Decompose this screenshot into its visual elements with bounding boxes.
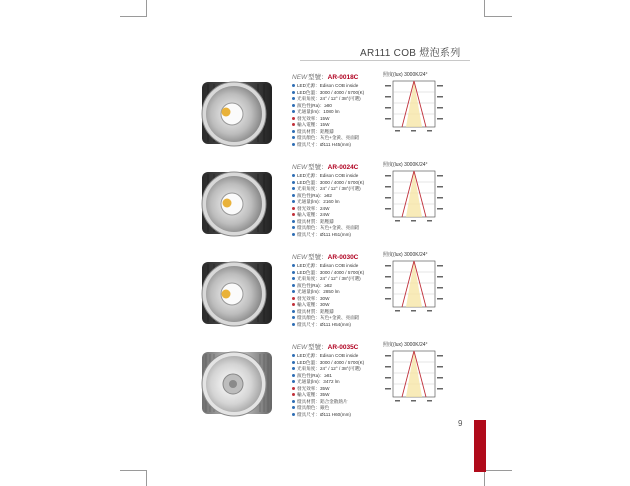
page-number: 9 (458, 419, 463, 428)
model-code: AR-0030C (327, 254, 359, 261)
spec-item: 輸入電壓：35W (292, 392, 384, 399)
spec-item: LED光源：Edison COB inside (292, 83, 384, 90)
beam-distribution-chart (383, 252, 445, 316)
spec-item: 光束角度：24° / 12° / 38°(可選) (292, 96, 384, 103)
spec-item: 光束角度：24° / 12° / 38°(可選) (292, 276, 384, 283)
spec-list (292, 353, 384, 418)
spec-item: 燈具材質：鋁壓鑄 (292, 219, 384, 226)
new-badge: NEW (292, 344, 308, 351)
product-block (0, 72, 630, 162)
spec-item: 光通量(lm)：2850 lm (292, 289, 384, 296)
spec-item: 光通量(lm)：3472 lm (292, 379, 384, 386)
spec-item: 演色性(Ra)：≥82 (292, 283, 384, 290)
spec-item: LED色溫：3000 / 4000 / 5700(K) (292, 180, 384, 187)
spec-block (292, 252, 384, 328)
spec-item: 燈具材質：鋁壓鑄 (292, 309, 384, 316)
product-block (0, 162, 630, 252)
spec-item: 輸入電壓：24W (292, 212, 384, 219)
chart-caption: 照度(lux) 3000K/24° (383, 252, 428, 258)
model-line (292, 342, 384, 352)
spec-item: 輸入電壓：30W (292, 302, 384, 309)
new-badge: NEW (292, 164, 308, 171)
spec-item: LED光源：Edison COB inside (292, 353, 384, 360)
page-title: AR111 COB 燈泡系列 (360, 48, 461, 59)
spec-item: 演色性(Ra)：≥81 (292, 373, 384, 380)
product-block (0, 342, 630, 432)
spec-list (292, 83, 384, 148)
spec-item: 燈具顏色：銀色 (292, 405, 384, 412)
spec-block (292, 342, 384, 418)
spec-item: 演色性(Ra)：≥82 (292, 193, 384, 200)
spec-list (292, 263, 384, 328)
model-label: 型號： (308, 164, 328, 171)
crop-mark (484, 16, 512, 17)
spec-item: LED光源：Edison COB inside (292, 173, 384, 180)
model-code: AR-0018C (327, 74, 359, 81)
model-code: AR-0024C (327, 164, 359, 171)
model-line (292, 252, 384, 262)
spec-item: 發光效率：35W (292, 386, 384, 393)
beam-cone-graphic (383, 349, 445, 405)
spec-item: 光束角度：24° / 12° / 38°(可選) (292, 186, 384, 193)
spec-item: LED色溫：3000 / 4000 / 5700(K) (292, 90, 384, 97)
spec-item: 演色性(Ra)：≥80 (292, 103, 384, 110)
spec-item: 燈具材質：鋁壓鑄 (292, 129, 384, 136)
spec-item: 燈具尺寸：Ø111 H60(mm) (292, 412, 384, 419)
product-photo-lamp (188, 72, 284, 152)
chart-caption: 照度(lux) 3000K/24° (383, 162, 428, 168)
crop-mark (484, 470, 512, 471)
spec-item: 燈具尺寸：Ø111 H45(mm) (292, 142, 384, 149)
chart-caption: 照度(lux) 3000K/24° (383, 342, 428, 348)
spec-item: 燈具材質：鋁合金散熱片 (292, 399, 384, 406)
beam-distribution-chart (383, 162, 445, 226)
spec-item: LED色溫：3000 / 4000 / 5700(K) (292, 270, 384, 277)
model-label: 型號： (308, 254, 328, 261)
spec-item: 燈具尺寸：Ø111 H54(mm) (292, 322, 384, 329)
spec-item: 燈具顏色：灰色+金黃、亮面鋁 (292, 315, 384, 322)
spec-item: 燈具顏色：灰色+金黃、亮面鋁 (292, 225, 384, 232)
spec-list (292, 173, 384, 238)
spec-block (292, 72, 384, 148)
spec-item: LED色溫：3000 / 4000 / 5700(K) (292, 360, 384, 367)
model-label: 型號： (308, 344, 328, 351)
new-badge: NEW (292, 74, 308, 81)
product-photo-lamp (188, 252, 284, 332)
product-photo-lamp (188, 162, 284, 242)
spec-item: 燈具尺寸：Ø111 H51(mm) (292, 232, 384, 239)
model-label: 型號： (308, 74, 328, 81)
beam-cone-graphic (383, 259, 445, 315)
spec-item: 燈具顏色：灰色+金黃、亮面鋁 (292, 135, 384, 142)
beam-cone-graphic (383, 79, 445, 135)
spec-item: 光束角度：24° / 12° / 38°(可選) (292, 366, 384, 373)
beam-distribution-chart (383, 72, 445, 136)
crop-mark (146, 470, 147, 486)
crop-mark (120, 470, 147, 471)
spec-item: 發光效率：15W (292, 116, 384, 123)
spec-item: 光通量(lm)：2160 lm (292, 199, 384, 206)
section-tab (474, 420, 486, 472)
spec-item: 光通量(lm)：1080 lm (292, 109, 384, 116)
crop-mark (146, 0, 147, 16)
crop-mark (484, 470, 485, 486)
beam-cone-graphic (383, 169, 445, 225)
crop-mark (484, 0, 485, 16)
model-line (292, 72, 384, 82)
spec-block (292, 162, 384, 238)
spec-item: 發光效率：30W (292, 296, 384, 303)
new-badge: NEW (292, 254, 308, 261)
model-code: AR-0035C (327, 344, 359, 351)
title-divider (300, 60, 470, 61)
beam-distribution-chart (383, 342, 445, 406)
spec-item: LED光源：Edison COB inside (292, 263, 384, 270)
crop-mark (120, 16, 147, 17)
chart-caption: 照度(lux) 3000K/24° (383, 72, 428, 78)
spec-item: 發光效率：24W (292, 206, 384, 213)
product-block (0, 252, 630, 342)
model-line (292, 162, 384, 172)
spec-item: 輸入電壓：15W (292, 122, 384, 129)
product-photo-lamp (188, 342, 284, 422)
